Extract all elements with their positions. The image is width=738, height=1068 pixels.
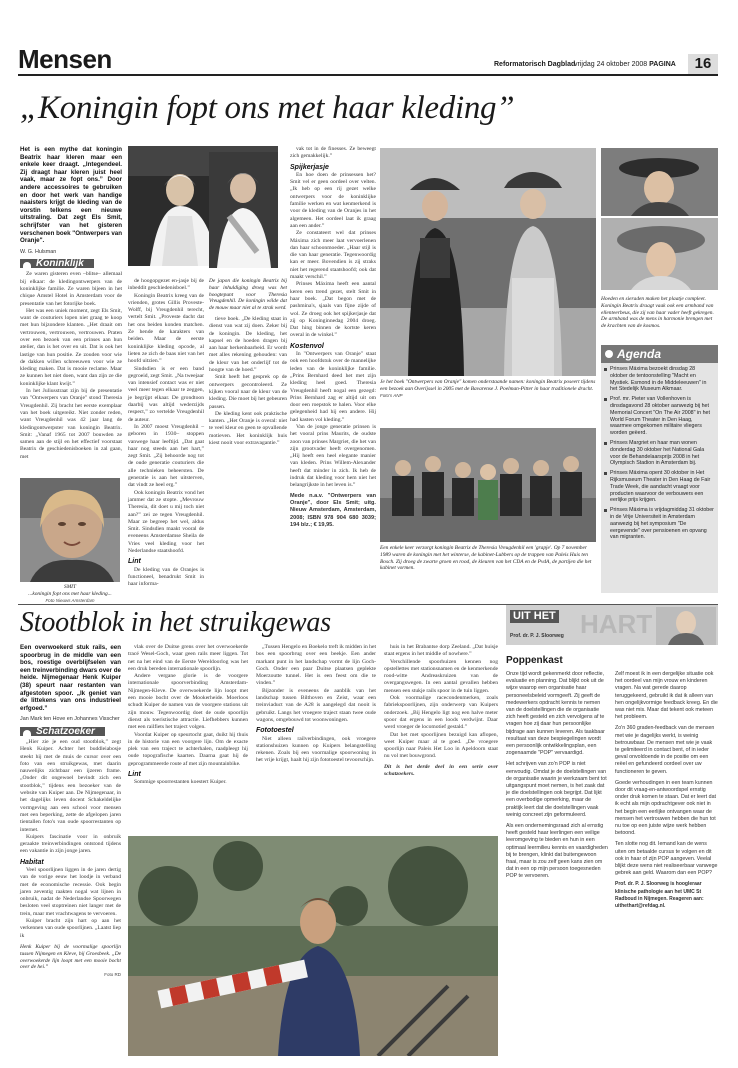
author-portrait-photo [20,478,120,582]
paragraph: Niet alleen railverbindingen, ook vroegere stationshuizen kunnen op Kuipers belangstelling rekenen. Zoals bij een voormalige spoorwoning in het vrije krijgt, haalt hij zijn fototoestel tevoorschijn. [256,735,376,764]
paragraph: Zo'n 360 graden-feedback van de mensen met wie je dagelijks werkt, is weinig betrouwbaar. De mensen met wie je vaak te gelimiteerd in contact bent, of in ieder geval onvoldoende in de positie om een reëel en gefundeerd oordeel over uw functioneren te geven. [615,725,715,775]
caption-quote: ...koningin fopt ons met haar kleding... [28,590,112,597]
photo-caption: Henk Kuiper bij de voormalige spoorlijn tussen Nijmegen en Kleve, bij Groesbeek. „De overwoekerde lijn loopt met een mooie bocht over de hei.” [20,943,121,971]
paragraph: tieve boek. „De kleding staat in dienst van wat zij doen. Zeker bij de koningin. De kleding, het kapsel en de hoeden dragen bij aan haar herkenbaarheid. Er wordt met alles rekening gehouden: van de kleur van het onderlijf tot de hoogte van de hoed.” [209,315,287,374]
costume-photo [380,148,596,376]
paragraph: Als een ondernemingsraad zich al ernstig heeft gesteld haar leerlingen een veilige leeromgeving te bieden en hun in een optimaal leermilieu kennis en vaardigheden bij te brengen, klinkt dat buitengewoon fraai, maar is zou zelf geen kans zien om dat in een op mijn persoon toegesneden POP te vervoeren. [506,823,608,880]
byline: W. G. Hulsman [20,248,57,255]
column-title: Poppenkast [506,655,563,666]
paragraph: Het schrijven van zo'n POP is niet eenvoudig. Omdat je de doelstellingen van de organisatie waarin je werkzaam bent tot uitgangspunt moet nemen, is het zaak dat je die doelstellingen ook begrijpt. Dat lijkt een overbodige opmerking, maar de praktijk leert dat die doelstellingen vaak weinig concreet zijn geformuleerd. [506,761,607,818]
paragraph: vak tot in de finesses. Ze beweegt zich gemakkelijk.” [290,146,376,160]
article-column-4 [384,644,498,778]
paragraph: huis in het Brabantse dorp Zeeland. „Dat huisje staat ergens in het middle of nowhere.” [384,644,498,658]
header-rule [18,74,718,76]
magnifier-icon [23,730,31,738]
paragraph: Ten slotte nog dit. Iemand kan de wens uiten om betaalde cursus te volgen en dit ook in haar of zijn POP aangeven. Veelal blijkt deze wens niet realiseerbaar vanwege gebrek aan geld. Waarom dan een POP? [615,841,718,877]
paragraph: Smit heeft het gesprek op de ontwerpers gecontroleerd. Ze kijken vooral naar de kleur van de kleding. Die moet bij het gebeuren passen. [209,374,287,410]
paragraph: De kleding kent ook praktische kanten. „Het Oranje is overal: niet te veel kleur en geen te opvallende motieven. Het koninklijk huis kiest nooit voor extravagantie.” [209,410,287,447]
paragraph: Kuiper bracht zijn hart op aan het verkennen van oude spoorlijnen. „Laatst liep ik [20,918,121,939]
photo-caption: De japon die koningin Beatrix bij haar inhuldiging droeg was het hoogtepunt voor Theresia Vreugdenhil. De koningin wilde dat de mouw maar niet al te strak werd. [209,278,287,312]
paragraph: Ze waren gisteren even –blitse– allemaal bij elkaar: de kledingontwerpers van de koninklijke familie. Ze waren bijeen in het chique Amstel Hotel in Amsterdam voor de presentatie van het fotorijke boek. [20,271,122,307]
paragraph: Ook koningin Beatrix vond het jammer dat ze stopte. „Mevrouw Theresia, dit doet u mij toch niet aan?” zei ze tegen Vreugdenhil. Maar ze begreep het wel, aldus Smit. Sindsdien maakt vooral de eveneens Amsterdamse Sheila de Vries veel kleding voor het Nederlandse staatshoofd. [128,489,204,554]
photo-credit: Foto's ANP [380,392,403,398]
article-lead: Een overwoekerd stuk rails, een spoorbrug in de middle van een bos, roestige overblijfselen van een treinverbinding dwars over de heide. Nijmegenaar Henk Kuiper (38) speurt naar restanten van afgestoten spoor. „Ik geniet van de littekens van ons industrieel erfgoed.” [20,644,121,712]
caption-name: SMIT [64,584,76,590]
article-column-2 [128,278,204,588]
agenda-item: Prinses Máxima is vrijdagmiddag 31 oktober in de Vrije Universiteit in Amsterdam aanwezig bij het symposium "De eergevende" over pensioenen en opvang van migranten. [601,507,718,541]
paragraph: „Tussen Hengelo en Boekelo treft ik midden in het bos een spoorbrug over een beekje. Een ander markant punt in het landschap vormt de lijn Goch-Goch. Onder een paar Duitse plaatsen geplekte Moerzoutte tunnel. Het is een feest om die te vinden.” [256,644,376,687]
issue-date [574,61,676,68]
article-headline: „Koningin fopt ons met haar kleding” [20,90,515,126]
column-text-1 [506,671,609,885]
article-lead: Het is een mythe dat koningin Beatrix haar kleren maar een enkele keer draagt. „Integendeel. Zij draagt haar kleren juist heel vaak, maar ze fopt ons.” Door andere accessoires te gebruiken en door het werk van handige naaisters krijgt de kleding van de vorstin telkens een nieuwe uitstraling. Dat zegt Els Smit, schrijfster van het gisteren verschenen boek "Ontwerpers van Oranje". [20,146,122,245]
paragraph: Voordat Kuiper op speurtocht gaat, duikt hij thuis in de historie van een voorgere lijn. Om de exacte plek van een traject te achterhalen, raadpleegt hij oude topografische kaarten. Daarna gaat hij de geprogrammeerde route af met zijn mountainbike. [128,731,248,767]
paragraph: Sommige spoorrestanten koestert Kuiper. [134,779,227,786]
paragraph: Andere vergane glorie is de voorgere internationale spoorverbinding Amsterdam-Nijmegen-Kleve. De overwoekerde lijn loopt met een mooie bocht over de Mookerheide. Moerloos schudt Kuiper de namen van de voorgere stations uit zijn mouw. Tegenwoordig doet de oude spoorlijn dienst als toeristische attractie. Liefhebbers kunnen met een railfiets het traject volgen. [128,673,248,731]
column-text-2 [615,671,718,914]
paragraph: Van de jonge generatie prinsen is het vooral prins Maurits, de oudste zoon van prinses Margriet, die het van zijn grootvader heeft overgenomen. „Hij heeft een heel elegante manier van kleden. Prins Willem-Alexander heeft dat minder in zich. Ik heb de indruk dat kleding voor hem niet het belangrijkste in het leven is.” [290,423,376,489]
kicker-label: Koninklijk [20,259,94,268]
byline: Jan Mark ten Hove en Johannes Visscher [20,716,120,723]
paragraph: Goede verhoudingen in een team kunnen door dit vraag-en-antwoordspel ernstig onder druk komen te staan. Dat er leert dat ik echt als mijn opdrachtgever ook niet in het begin een eerlijke ontvangen waar de mensen het vertrouwen hebben die hun tot nu toe op een juiste wijze werk hebben betoond. [615,779,716,837]
section-title: Mensen [18,44,112,74]
paragraph: Sindsdien is er een band gegroeid, zegt Smit. „Na tweejaar van intensief contact was er niet veel meer tegen elkaar te zeggen, je begrijpt elkaar. De grondtoon daarbij was altijd wederzijds respect,” zo vertelde Vreugdenhil de auteur. [128,365,204,423]
subheading: Fototoestel [256,727,294,735]
portrait-photo-2 [209,152,278,268]
crown-icon [23,262,31,270]
subheading: Lint [128,558,141,566]
subheading: Spijkerjasje [290,163,329,171]
paragraph: En hoe doen de prinsessen het? Smit vel er geen oordeel over velten. „Ik heb op een rij gezet welke ontwerpers voor de koninklijke familie werken en wat kenmerkend is voor de kleding van de Oranjes in het algemeen. Het oordeel laat ik graag aan een ander.” [290,171,376,229]
cabinet-photo [380,428,596,542]
newspaper-name: Reformatorisch Dagblad [494,61,576,68]
article-column-3 [256,644,376,765]
paragraph: Onze tijd wordt gekenmerkt door reflectie, evaluatie en planning. Dat blijkt ook uit de wijze waarop een organisatie haar personeelsbeleid vormgeeft. Zij geeft de medewerkers opdracht kennis te nemen van de doelstellingen die de organisatie zich heeft gesteld en zich vervolgens af te vragen hoe zij daar hun persoonlijke bijdrage aan kunnen leveren. Als taakbaar resultaat van deze bespiegelingen wordt een persoonlijk ontwikkelingsplan, een zogenaamde "POP" vervaardigd. [506,671,605,757]
series-note: Dit is het derde deel in een serie over schatzoekers. [384,763,498,778]
railway-photo [128,836,498,1056]
article-column-4 [290,146,376,529]
portrait-caption [20,584,120,604]
paragraph: Het was een uniek moment, zegt Els Smit, want de couturiers lopen niet graag te koop met hun bijzondere klanten. „Het draait om vertrouwen, vertrouwen, vertrouwen. Praten over een bezoek van een prinses aan hun atelier, dan is het over en uit. Dat is ook het lastige van hun positie. Ze zouden voor wie de dakken willen schreeuwen voor wie ze kleding maken. Dat is mooie reclame. Maar ze kunnen het niet doen, want dan zijn ze die koninklijke klant kwijt.” [20,307,122,387]
paragraph: vlak over de Duitse grens over het overwoekerde tracé Wesel-Goch, waar geen rails meer liggen. Tot net na het eind van de Eerste Wereldoorlog was het een druk bereden internationale spoorlijn. [128,644,248,672]
photo-credit: Foto Nieuws Amsterdam [45,597,95,603]
paragraph: In het Juliusstraat zijn bij de presentatie van "Ontwerpers van Oranje" stond Theresia Vreugdenhil. Zij bracht het eerste exemplaar van het boek uitgereikt. Niet zonder reden, want Vreugdenhil was 42 jaar lang de kledingontwerpster van koningin Beatrix. Smit: „Vanaf 1965 tot 2007 bouwden ze samen aan de stijl en het effectief voorstaat Beatrix de geschiedenisboeken in zal gaan, met [20,388,122,460]
paragraph: Koningin Beatrix kreeg van de vrienden, grotes Gillis Proveste-Wolff, bij Vreugdenhil terecht, vertelt Smit. „Proveste dacht dat het ons beiden konden matchen. Ze hende de karakters van beiden. Maar de eerste koninklijke kleding opcode, al lieten ze zich de baas niet van het hoofd uitzien.” [128,292,204,365]
kicker-label: Schatzoeker [20,727,105,736]
paragraph: In "Ontwerpers van Oranje" staat ook een hoofdstuk over de mannelijke leden van de koninklijke familie. „Prins Bernhard deed het met zijn kleding heel goed. Theresia Vreugdenhil heeft nogal een gezegd: Prins Bernhard zag er altijd uit om door een roepstok te halen. Voor elke gelegenheid had hij een andere. Hij had kasten vol kleding.” [290,351,376,423]
author-photo [656,607,716,645]
photo-credit: Foto RD [104,972,121,978]
paragraph: Dat het met spoorlijnen bezuigd kan aflopen, weet Kuiper maar al te goed. „De vroegere spoorlijn naar Paleis Het Loo in Apeldoorn staat nu vol met bouwgrond. [384,731,498,760]
paragraph: Ook voormalige racecondenmerken, zoals fabriekspoorlijnen, zijn onderwerp van Kuipers onderzoek. „Bij Hengelo ligt nog een halve meter spoor dat ergens in een loods verdwijnt. Daar werd vroeger de locomotief gestald.” [384,695,498,731]
article-column-2 [128,644,248,787]
agenda-item: Prinses Máxima opent 30 oktober in Het Rijksmuseum Theater in Den Haag de Fair Trade Week, die aandacht vraagt voor producten waarvoor de verbouwers een eerlijke prijs krijgen. [601,470,718,504]
paragraph: Bijzonder is eveneens de aanblik van het landschap tussen Bilthoven en Zeist, waar een treinviaduct van de A28 is aangelegd dat nooit is gebruikt. Langs het vroegere traject staan twee oude wagons, omgebouwd tot woonwoningen. [256,687,376,723]
cabinet-photo-caption: Een enkele keer verzorgt koningin Beatrix de Theresia Vreugdenhil een 'grapje'. Op 7 november 1989 waren de koningin met het winterse, de kabinet-Lubbers op de trappen van Paleis Huis ten Bosch. Zij droeg de zwarte groen en rood, de kleuren van het CDA en de PvdA, de partijen die het kabinet vormen. [380,545,592,572]
article-column-1 [20,644,121,978]
costume-photo-caption: Je het boek "Ontwerpers van Oranje" komen onderstaande namen: koningin Beatrix poseert tijdens een bezoek aan Overijssel in 2005 met de Bavarense J. Poelman-Pitter in haar traditionele dracht. Foto's ANP [380,379,596,398]
article-column-1 [20,146,122,461]
paragraph: Ze constateert wel dat prinses Máxima zich meer laat vervoerlenen dan haar schoonmoeder. „Haar stijl is die van haar generatie. Tegenwoordig kan er meer. Bovendien is zij straks niet het regerend staatshoofd; ook dat maakt verschil.” [290,230,376,281]
paragraph: Kuipers fascinatie voor in onbruik geraakte treinverbindingen ontstond tijdens een vakantie in zijn jonge jaren. [20,833,121,855]
agenda-icon [605,350,613,358]
hat-photo-1 [601,148,718,216]
article-headline: Stootblok in het struikgewas [20,607,331,638]
book-reference: Mede n.a.v. "Ontwerpers van Oranje", door Els Smit; uitg. Nieuw Amsterdam, Amsterdam, 2008; ISBN 978 904 680 3039; 194 blz.; € 19,95. [290,492,376,528]
subheading: Lint [128,771,141,779]
paragraph: In 2007 moest Vreugdenhil –geboren in 1930– stoppen vanwege haar leeftijd. „Dat gaat haar nog steeds aan het hart,” zegt Smit. „Zij behoorde nog tot de oude generatie couturiers die alle technieken beheersten. De generatie is aan het uitsterven, dat vindt ze heel erg.” [128,423,204,489]
column-signature: Prof. dr. P. J. Sloorweg is hoogleraar klinische pathologie aan het UMC St Radboud in Nijmegen. Reageren aan: uithethart@refdag.nl. [615,881,704,910]
subheading: Habitat [20,858,44,866]
paragraph: de hoogopgezet en-jasje bij de inbeddit geschiedenisboel.” [128,278,204,292]
agenda-title: Agenda [601,345,718,363]
paragraph: Zelf moest ik in een dergelijke situatie ook het oordeel van mijn vrouw en kinderen vragen. Na wat gerede daarop teruggekeerd, gebruikt ik dat ik alleen van hen ongelijkvormige feedback kreeg. En die was niet mis. Maar dat tekent ook meteen het probleem. [615,671,718,721]
hat-photo-2 [601,218,718,290]
column-author: Prof. dr. P. J. Sloorweg [510,633,564,639]
agenda-item: Prof. mr. Pieter van Vollenhoven is dinsdagavond 28 oktober aanwezig bij het Memorial Concert "On The Air 2008" in het World Forum Theater in Den Haag, waarmee omgekomen militaire vliegers worden geëerd. [601,396,718,437]
date-text: vrijdag 24 oktober 2008 [574,61,648,68]
column-label-hart: HART [580,609,653,639]
agenda-box [601,345,718,593]
article-column-3 [209,278,287,447]
agenda-item: Prinses Máxima bezoekt dinsdag 28 oktober de tentoonstelling "Macht en Mystiek. Esmond in de Middeleeuwen" in het Stedelijk Museum Alkmaar. [601,366,718,393]
column-banner [506,605,718,645]
hat-photo-caption: Hoeden en sieraden maken het plaatje compleet. Koningin Beatrix draagt vaak ook een armband van ellenteerbeus, die zij van haar vader heeft gekregen. De armband was de mens in harmonie brengen met de krachten van de kosmos. [601,296,714,330]
paragraph: Veel spoorlijnen liggen in de jaren dertig van de vorige eeuw het loodje in verband met de economische recessie. Ook begin jaren zeventig raakten nogal wat lijnen in onbruik, nadat de Nederlandse Spoorwegen besloten veel stoptreinen niet langer met de trein, maar met vrachtwagens te vervoeren. [20,866,121,917]
paragraph: Prinses Máxima heeft een aantal keren een trend gezet, stelt Smit in haar boek. „Dat begon met de pashmina's, sjaals van fijne zijde of wol. Ze droeg ook het spijkerjasje dat zij op Koninginnedag 2004 droeg. Dat hing binnen de kortste keren overal in de winkel.” [290,281,376,339]
paragraph: Verschillende spoorhuizen kennen nog opstellettes met stationsnamen en de kenmerkende rood-witte Andreaskruizen van de overgangswegen. In een aantal gevallen hebben mensen een stukje rails spoor in de tuin liggen. [384,658,498,694]
masthead [18,44,718,78]
paragraph: De kleding van de Oranjes is functioneel, benadrukt Smit in haar informa- [128,566,204,588]
subheading: Kostenvol [290,342,324,350]
paragraph: „Hier zie je een oud stootblok,” zegt Henk Kuiper. Achter het buddleiabosje steekt hij met de muis de cursor over een foto van een struikgewas, met daarin nauwelijks zichtbaar een ijzeren frame. „Onder dit ongewoel bevindt zich een stootblok,” tijdens een bezoeker van de website van Kuiper aan. De Nijmegenaar, in het dagelijks leven docent Schakeldelijke vormgeving aan een school voor mensen met een beperking, zette de afgelopen jaren tientallen foto's van oude spoorrestanten op internet. [20,738,121,833]
column-label-uit: UIT HET [510,610,559,623]
agenda-item: Prinses Margriet en haar man wonen donderdag 30 oktober het National Gala voor de Behandelaarsprijs 2008 in het Olympisch Stadion in Amsterdam bij. [601,440,718,467]
page-label: PAGINA [649,61,676,68]
page-number: 16 [688,54,718,74]
